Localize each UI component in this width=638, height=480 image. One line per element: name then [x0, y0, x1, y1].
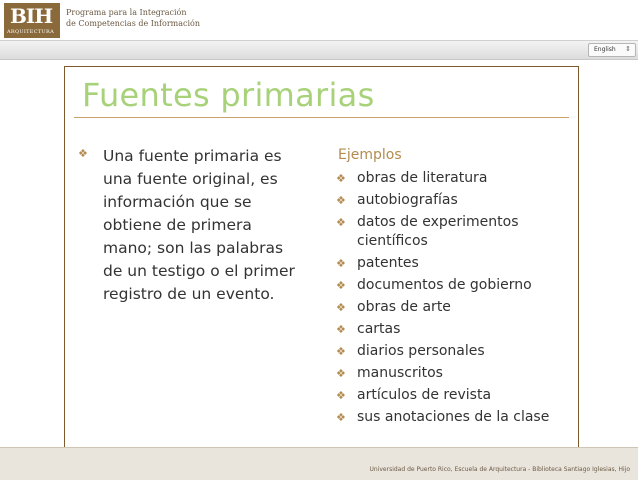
language-select[interactable] — [588, 43, 636, 57]
square-bullet-icon: ❖ — [336, 367, 346, 380]
square-bullet-icon: ❖ — [336, 279, 346, 292]
program-line-1: Programa para la Integración — [66, 8, 187, 17]
example-item — [336, 276, 576, 295]
example-label: manuscritos — [357, 365, 443, 381]
square-bullet-icon: ❖ — [336, 389, 346, 402]
square-bullet-icon: ❖ — [336, 172, 346, 185]
examples-block — [336, 144, 576, 427]
example-item — [336, 298, 576, 317]
example-item — [336, 213, 576, 251]
example-item — [336, 364, 576, 383]
square-bullet-icon: ❖ — [336, 323, 346, 336]
definition-block — [78, 145, 298, 306]
examples-heading: Ejemplos — [338, 147, 402, 163]
example-label: datos de experimentos científicos — [357, 214, 519, 249]
example-item — [336, 254, 576, 273]
example-item — [336, 408, 576, 427]
title-divider — [74, 117, 569, 118]
square-bullet-icon: ❖ — [336, 345, 346, 358]
example-item — [336, 320, 576, 339]
example-label: cartas — [357, 321, 401, 337]
footer-credit: Universidad de Puerto Rico, Escuela de Arquitectura - Biblioteca Santiago Iglesias, Hijo — [369, 466, 630, 473]
square-bullet-icon: ❖ — [336, 411, 346, 424]
bih-logo[interactable] — [4, 3, 60, 38]
slide-title: Fuentes primarias — [82, 76, 375, 114]
square-bullet-icon: ❖ — [336, 194, 346, 207]
example-label: autobiografías — [357, 192, 458, 208]
square-bullet-icon: ❖ — [336, 216, 346, 229]
logo-subtitle: ARQUITECTURA — [7, 29, 54, 35]
square-bullet-icon: ❖ — [78, 147, 88, 160]
toolbar — [0, 40, 638, 60]
example-item — [336, 386, 576, 405]
page-footer — [0, 447, 638, 480]
site-header — [0, 0, 638, 40]
program-line-2: de Competencias de Información — [66, 19, 201, 28]
definition-text: Una fuente primaria es una fuente original, es información que se obtiene de primera mano; son las palabras de un testigo o el primer registro de un evento. — [103, 147, 295, 303]
example-item — [336, 342, 576, 361]
square-bullet-icon: ❖ — [336, 257, 346, 270]
example-label: sus anotaciones de la clase — [357, 409, 550, 425]
language-select-value: English — [594, 46, 616, 53]
example-item — [336, 169, 576, 188]
chevron-updown-icon: ⇕ — [625, 45, 631, 53]
example-label: artículos de revista — [357, 387, 492, 403]
program-name — [66, 7, 200, 29]
example-label: documentos de gobierno — [357, 277, 532, 293]
example-label: obras de literatura — [357, 170, 488, 186]
example-label: patentes — [357, 255, 419, 271]
example-label: obras de arte — [357, 299, 451, 315]
example-item — [336, 191, 576, 210]
square-bullet-icon: ❖ — [336, 301, 346, 314]
logo-mark: BIH — [10, 4, 53, 28]
example-label: diarios personales — [357, 343, 485, 359]
